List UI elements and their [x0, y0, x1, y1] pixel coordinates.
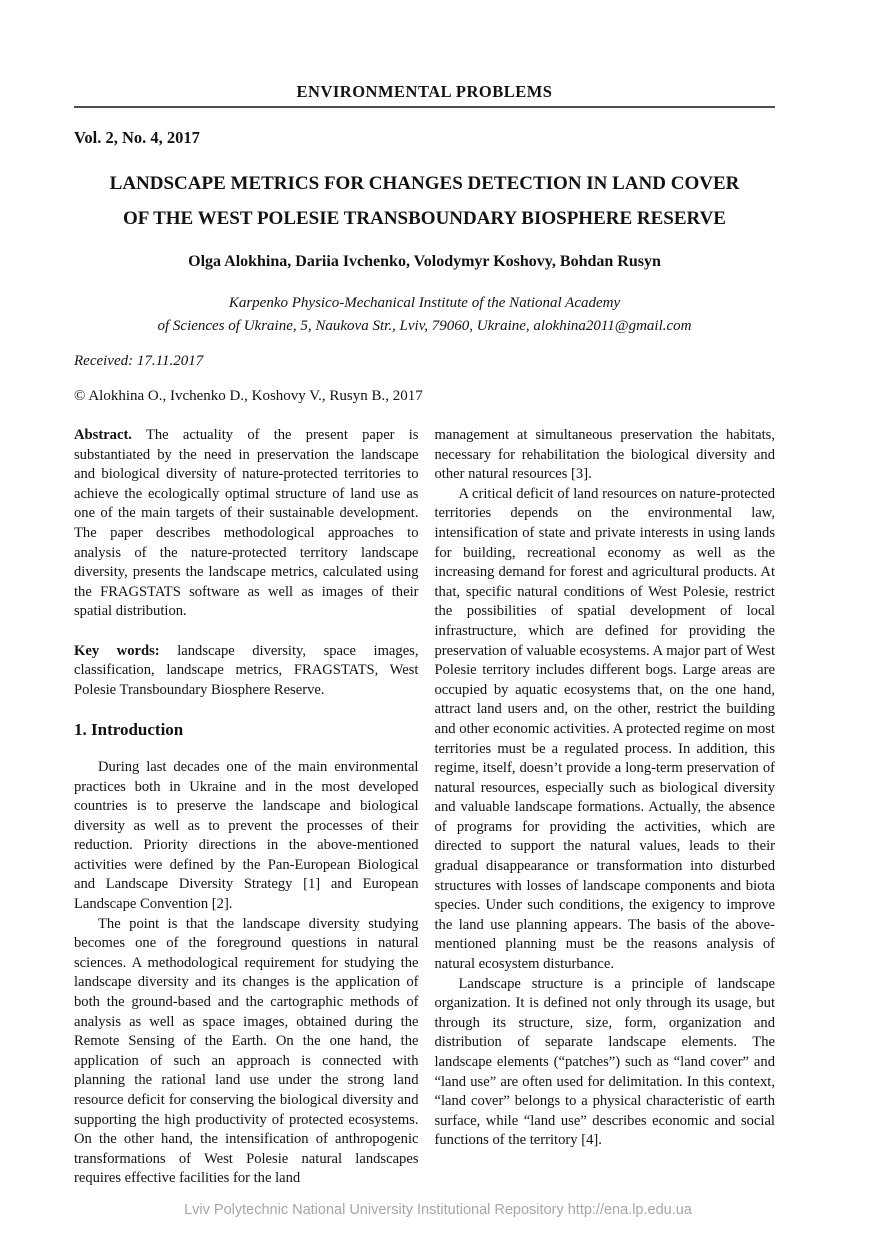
abstract-paragraph	[74, 426, 419, 622]
intro-paragraph-2: The point is that the landscape diversity studying becomes one of the foreground questions in natural sciences. A methodological requirement for studying the landscape diversity and its changes is the application of both the ground-based and the cartographic methods of analysis as well as space images, obtained during the Remote Sensing of the Earth. On the one hand, the application of such an approach is connected with planning the rational land use under the strong land resource deficit for conserving the biological diversity and supporting the high productivity of protected ecosystems. On the other hand, the intensification of anthropogenic transformations of West Polesie natural landscapes requires effective facilities for the land	[74, 915, 419, 1187]
affiliation-line1: Karpenko Physico-Mechanical Institute of the National Academy	[228, 295, 621, 311]
repository-footer: Lviv Polytechnic National University Institutional Repository http://ena.lp.edu.ua	[184, 1202, 692, 1218]
abstract-text: The actuality of the present paper is substantiated by the need in preservation the landscape and biological diversity of nature-protected territories to achieve the ecologically optimal structure of land use as one of the main targets of their sustainable development. The paper describes methodological approaches to analysis of the nature-protected territory landscape diversity, presents the landscape metrics, calculated using the FRAGSTATS software as well as images of their spatial distribution.	[74, 427, 419, 620]
header-divider	[74, 106, 775, 108]
journal-name: ENVIRONMENTAL PROBLEMS	[296, 82, 553, 101]
intro-paragraph-2-continuation: management at simultaneous preservation the habitats, necessary for rehabilitation the biological diversity and other natural resources [3].	[434, 427, 775, 483]
paper-title-line2: OF THE WEST POLESIE TRANSBOUNDARY BIOSPHERE RESERVE	[123, 208, 726, 229]
intro-paragraph-1: During last decades one of the main environmental practices both in Ukraine and in the most developed countries is to preserve the landscape and biological diversity as well as to prevent the processes of their reduction. Priority directions in the above-mentioned activities were defined by the Pan-European Biological and Landscape Diversity Strategy [1] and European Landscape Convention [2].	[74, 758, 419, 913]
two-column-body	[74, 426, 775, 1189]
abstract-label: Abstract.	[74, 427, 132, 443]
paper-title-line1: LANDSCAPE METRICS FOR CHANGES DETECTION IN LAND COVER	[109, 173, 740, 194]
intro-paragraph-4: Landscape structure is a principle of landscape organization. It is defined not only through its usage, but through its structure, size, form, organization and distribution of separate landscape elements. The landscape elements (“patches”) such as “land cover” and “land use” are often used for delimitation. In this context, “land cover” belongs to a physical characteristic of earth surface, while “land use” describes economic and social functions of the territory [4].	[434, 975, 775, 1149]
right-column	[435, 426, 776, 1189]
left-column	[74, 426, 419, 1189]
received-date: Received: 17.11.2017	[74, 353, 204, 369]
authors-line: Olga Alokhina, Dariia Ivchenko, Volodymyr Koshovy, Bohdan Rusyn	[188, 253, 661, 270]
copyright-line: © Alokhina O., Ivchenko D., Koshovy V., Rusyn B., 2017	[74, 388, 423, 404]
volume-issue-line: Vol. 2, No. 4, 2017	[74, 128, 200, 147]
affiliation	[74, 292, 775, 337]
keywords-label: Key words:	[74, 642, 160, 659]
paper-title	[74, 166, 775, 236]
keywords-text: landscape diversity, space images, classification, landscape metrics, FRAGSTATS, West Polesie Transboundary Biosphere Reserve.	[74, 642, 419, 698]
keywords-paragraph	[74, 642, 419, 701]
affiliation-line2: of Sciences of Ukraine, 5, Naukova Str., Lviv, 79060, Ukraine, alokhina2011@gmail.com	[157, 317, 692, 334]
intro-paragraph-3: A critical deficit of land resources on nature-protected territories depends on the environmental law, intensification of state and private interests in using lands for building, recreational economy as well as the increasing demand for forest and agricultural products. At that, specific natural conditions of West Polesie, restrict the possibilities of spatial development of local infrastructure, which are defined for providing the preservation of valuable ecosystems. A major part of West Polesie territory includes different bogs. Large areas are occupied by aquatic ecosystems that, on the one hand, attract land users and, on the other, restrict the building and other economic activities. A protected regime on most territories must be a regulated process. In addition, this regime, itself, doesn’t provide a long-term preservation of natural resources, especially such as biological diversity and valuable landscape formations. Actually, the absence of programs for providing the activities, which are directed to support the natural values, leads to their gradual disappearance or transformation into disturbed structures with losses of landscape components and biota species. Under such conditions, the exigency to improve the land use planning appears. The basis of the above-mentioned planning must be the reasons analysis of natural ecosystem disturbance.	[434, 485, 775, 973]
section-heading-introduction: 1. Introduction	[74, 719, 184, 739]
